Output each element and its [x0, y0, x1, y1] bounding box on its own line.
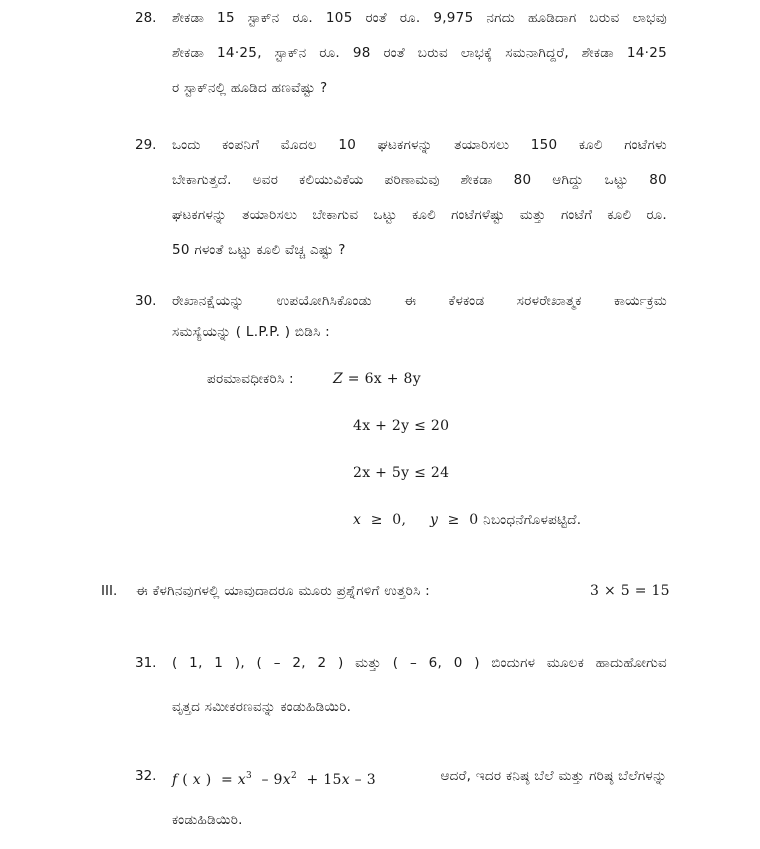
q30-constraint-2: 2x + 5y ≤ 24 [353, 465, 450, 481]
q28-line-2: ಶೇಕಡಾ 14·25, ಸ್ಟಾಕ್‌ನ ರೂ. 98 ರಂತೆ ಬರುವ ಲಾಭಕ್ಕೆ ಸಮನಾಗಿದ್ದರೆ, ಶೇಕಡಾ 14·25 [172, 45, 667, 61]
q30-objective [333, 370, 421, 388]
objective-variable: Z [333, 371, 344, 387]
q32-line-1 [172, 767, 667, 789]
q28-line-3: ರ ಸ್ಟಾಕ್‌ನಲ್ಲಿ ಹೂಡಿದ ಹಣವೆಷ್ಟು ? [172, 80, 328, 96]
q32-function: f ( x ) = $x^3 - 9x^2 + 15x - 3$ [172, 771, 376, 788]
q31-line-2: ವೃತ್ತದ ಸಮೀಕರಣವನ್ನು ಕಂಡುಹಿಡಿಯಿರಿ. [172, 699, 352, 715]
q29-line-4: 50 ಗಳಂತೆ ಒಟ್ಟು ಕೂಲಿ ವೆಚ್ಚ ಎಷ್ಟು ? [172, 242, 346, 258]
objective-rhs: = 6x + 8y [347, 371, 421, 387]
q31-line-1: ( 1, 1 ), ( – 2, 2 ) ಮತ್ತು ( – 6, 0 ) ಬಿಂದುಗಳ ಮೂಲಕ ಹಾದುಹೋಗುವ [172, 655, 667, 671]
q29-line-2: ಬೇಕಾಗುತ್ತದೆ. ಅವರ ಕಲಿಯುವಿಕೆಯ ಪರಿಣಾಮವು ಶೇಕಡಾ 80 ಆಗಿದ್ದು ಒಟ್ಟು 80 [172, 172, 667, 188]
constraint-3-text: ನಿಬಂಧನೆಗೊಳಪಟ್ಟಿದೆ. [483, 512, 582, 528]
section-3-instruction: ಈ ಕೆಳಗಿನವುಗಳಲ್ಲಿ ಯಾವುದಾದರೂ ಮೂರು ಪ್ರಶ್ನೆಗಳಿಗೆ ಉತ್ತರಿಸಿ : [136, 583, 430, 599]
q32-number: 32. [135, 768, 157, 784]
section-3-roman: III. [101, 583, 118, 599]
q30-number: 30. [135, 293, 157, 309]
q28-number: 28. [135, 10, 157, 26]
q30-line-1: ರೇಖಾನಕ್ಷೆಯನ್ನು ಉಪಯೋಗಿಸಿಕೊಂಡು ಈ ಕೆಳಕಂಡ ಸರಳರೇಖಾತ್ಮಕ ಕಾರ್ಯಕ್ರಮ [172, 293, 667, 309]
q32-text: ಆದರೆ, ಇದರ ಕನಿಷ್ಠ ಬೆಲೆ ಮತ್ತು ಗರಿಷ್ಠ ಬೆಲೆಗಳನ್ನು [440, 768, 667, 784]
q30-constraint-3: x ≥ 0, y ≥ 0 ನಿಬಂಧನೆಗೊಳಪಟ್ಟಿದೆ. [353, 512, 582, 528]
q29-number: 29. [135, 137, 157, 153]
q29-line-3: ಘಟಕಗಳನ್ನು ತಯಾರಿಸಲು ಬೇಕಾಗುವ ಒಟ್ಟು ಕೂಲಿ ಗಂಟೆಗಳೆಷ್ಟು ಮತ್ತು ಗಂಟೆಗೆ ಕೂಲಿ ರೂ. [172, 207, 667, 223]
q30-line-2: ಸಮಸ್ಯೆಯನ್ನು ( L.P.P. ) ಬಿಡಿಸಿ : [172, 324, 331, 340]
q28-line-1: ಶೇಕಡಾ 15 ಸ್ಟಾಕ್‌ನ ರೂ. 105 ರಂತೆ ರೂ. 9,975 ನಗದು ಹೂಡಿದಾಗ ಬರುವ ಲಾಭವು [172, 10, 667, 26]
q29-line-1: ಒಂದು ಕಂಪನಿಗೆ ಮೊದಲ 10 ಘಟಕಗಳನ್ನು ತಯಾರಿಸಲು 150 ಕೂಲಿ ಗಂಟೆಗಳು [172, 137, 667, 153]
q31-number: 31. [135, 655, 157, 671]
q32-line-2: ಕಂಡುಹಿಡಿಯಿರಿ. [172, 812, 243, 828]
q30-constraint-1: 4x + 2y ≤ 20 [353, 418, 450, 434]
q30-maximize-label: ಪರಮಾವಧೀಕರಿಸಿ : [207, 371, 294, 387]
section-3-marks: 3 × 5 = 15 [590, 583, 670, 599]
